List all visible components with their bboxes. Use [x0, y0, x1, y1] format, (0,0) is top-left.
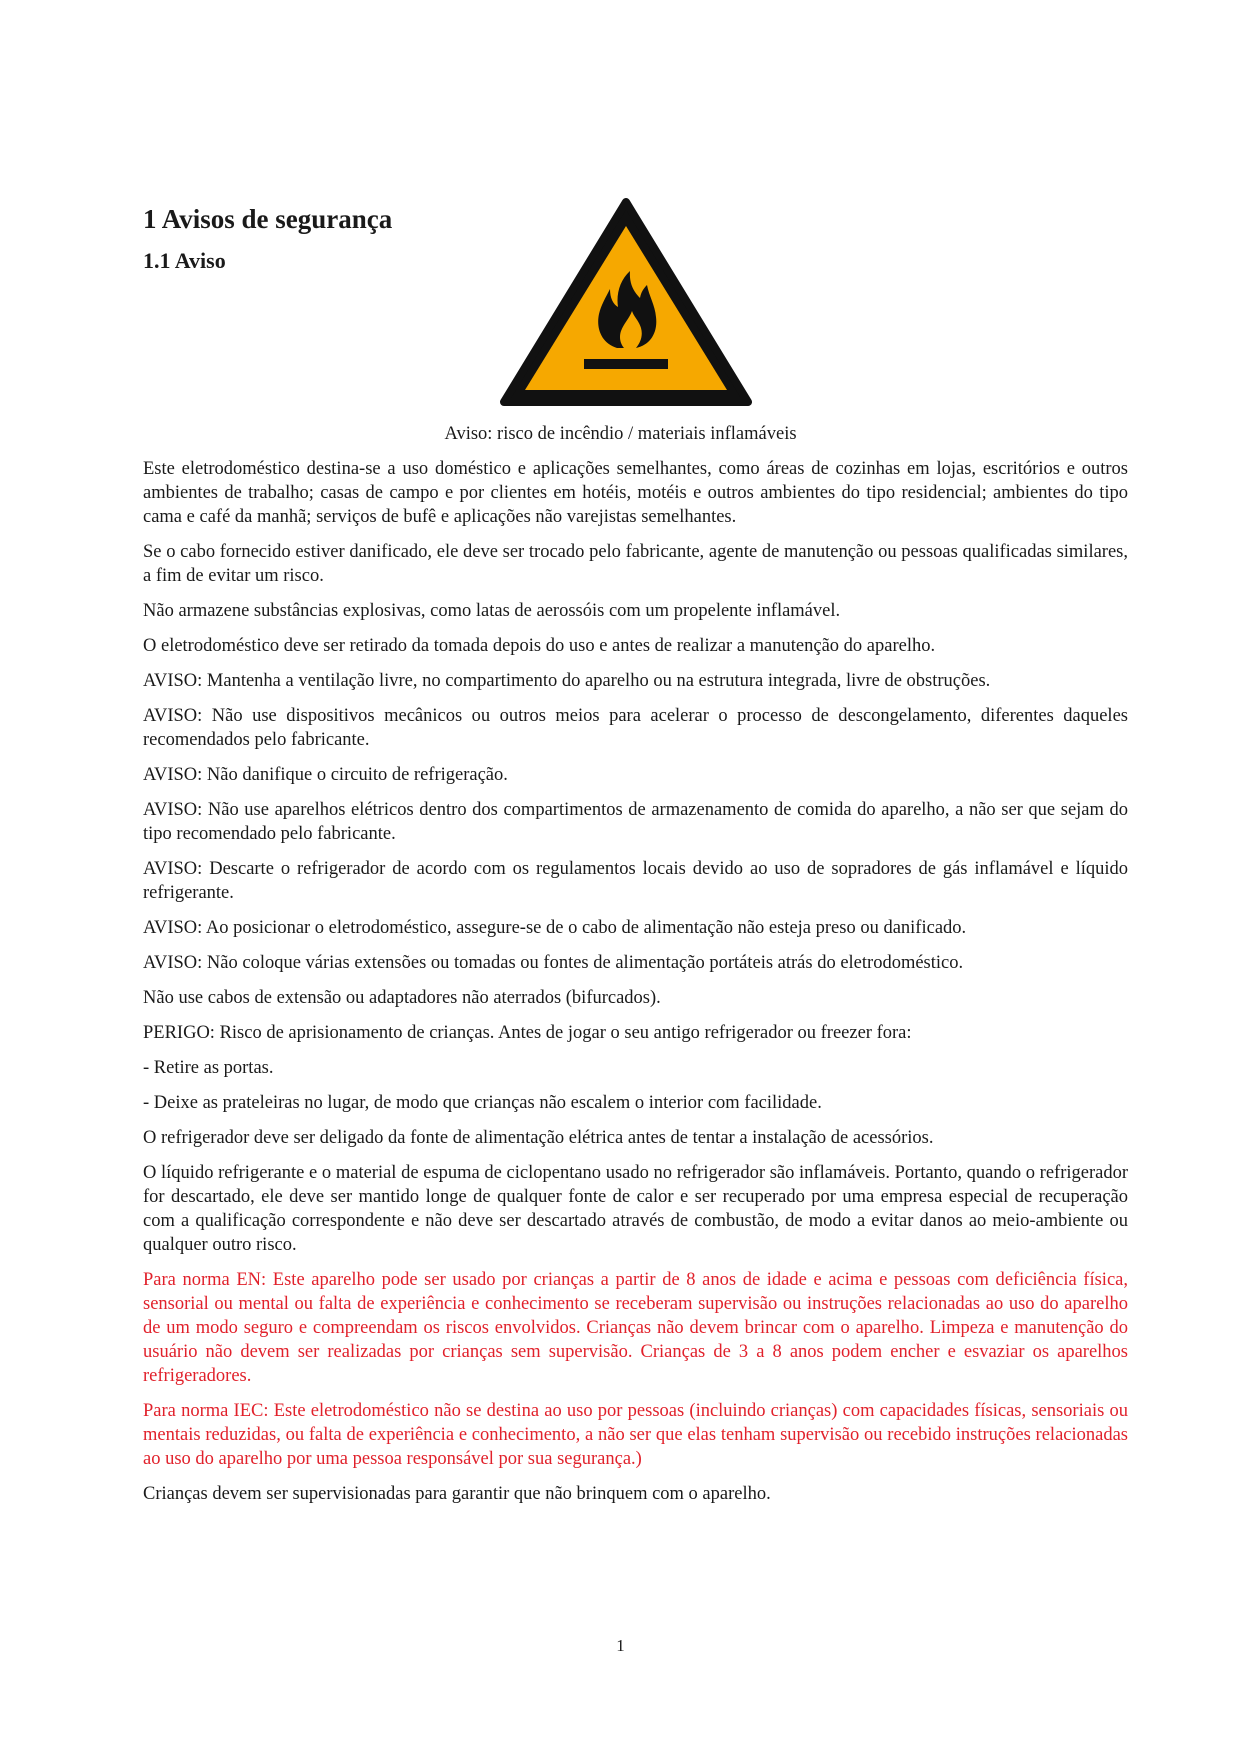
base-line-icon [584, 359, 668, 369]
image-caption: Aviso: risco de incêndio / materiais inflamáveis [444, 424, 797, 444]
paragraph: Não use cabos de extensão ou adaptadores não aterrados (bifurcados). [143, 988, 661, 1008]
paragraph: AVISO: Mantenha a ventilação livre, no compartimento do aparelho ou na estrutura integrada, livre de obstruções. [143, 671, 991, 691]
paragraph: Não armazene substâncias explosivas, como latas de aerossóis com um propelente inflamável. [143, 601, 841, 621]
flammable-warning-icon [498, 196, 754, 408]
paragraph: AVISO: Não use aparelhos elétricos dentro dos compartimentos de armazenamento de comida do aparelho, a não ser que sejam do tipo recomendado pelo fabricante. [143, 800, 1128, 844]
paragraph: PERIGO: Risco de aprisionamento de crianças. Antes de jogar o seu antigo refrigerador ou freezer fora: [143, 1023, 912, 1043]
subsection-heading: 1.1 Aviso [143, 248, 226, 273]
paragraph: AVISO: Não danifique o circuito de refrigeração. [143, 765, 508, 785]
en-standard-paragraph: Para norma EN: Este aparelho pode ser usado por crianças a partir de 8 anos de idade e acima e pessoas com deficiência física, sensorial ou mental ou falta de experiência e conhecimento se receberam supervisão ou instruções relacionadas ao uso do aparelho de um modo seguro e compreendam os riscos envolvidos. Crianças não devem brincar com o aparelho. Limpeza e manutenção do usuário não devem ser realizadas por crianças sem supervisão. Crianças de 3 a 8 anos podem encher e esvaziar os aparelhos refrigeradores. [143, 1270, 1128, 1386]
paragraph: AVISO: Descarte o refrigerador de acordo com os regulamentos locais devido ao uso de sopradores de gás inflamável e líquido refrigerante. [143, 859, 1128, 903]
paragraph: - Deixe as prateleiras no lugar, de modo que crianças não escalem o interior com facilidade. [143, 1093, 822, 1113]
paragraph: - Retire as portas. [143, 1058, 274, 1078]
paragraph: O refrigerador deve ser deligado da fonte de alimentação elétrica antes de tentar a instalação de acessórios. [143, 1128, 934, 1148]
paragraph: AVISO: Não coloque várias extensões ou tomadas ou fontes de alimentação portáteis atrás do eletrodoméstico. [143, 953, 964, 973]
paragraph: Crianças devem ser supervisionadas para garantir que não brinquem com o aparelho. [143, 1484, 771, 1504]
warnings-body [143, 457, 1128, 1517]
page-number: 1 [616, 1636, 625, 1655]
paragraph: Este eletrodoméstico destina-se a uso doméstico e aplicações semelhantes, como áreas de cozinhas em lojas, escritórios e outros ambientes de trabalho; casas de campo e por clientes em hotéis, motéis e outros ambientes do tipo residencial; ambientes do tipo cama e café da manhã; serviços de bufê e aplicações não varejistas semelhantes. [143, 459, 1128, 527]
paragraph: AVISO: Não use dispositivos mecânicos ou outros meios para acelerar o processo de descongelamento, diferentes daqueles recomendados pelo fabricante. [143, 706, 1128, 750]
paragraph: AVISO: Ao posicionar o eletrodoméstico, assegure-se de o cabo de alimentação não esteja preso ou danificado. [143, 918, 967, 938]
paragraph: O líquido refrigerante e o material de espuma de ciclopentano usado no refrigerador são inflamáveis. Portanto, quando o refrigerador for descartado, ele deve ser mantido longe de qualquer fonte de calor e ser recuperado por uma empresa especial de recuperação com a qualificação correspondente e não deve ser descartado através de combustão, de modo a evitar danos ao meio-ambiente ou qualquer outro risco. [143, 1163, 1128, 1255]
paragraph: O eletrodoméstico deve ser retirado da tomada depois do uso e antes de realizar a manutenção do aparelho. [143, 636, 936, 656]
paragraph: Se o cabo fornecido estiver danificado, ele deve ser trocado pelo fabricante, agente de manutenção ou pessoas qualificadas similares, a fim de evitar um risco. [143, 542, 1128, 586]
iec-standard-paragraph: Para norma IEC: Este eletrodoméstico não se destina ao uso por pessoas (incluindo crianças) com capacidades físicas, sensoriais ou mentais reduzidas, ou falta de experiência e conhecimento, a não ser que elas tenham supervisão ou recebido instruções relacionadas ao uso do aparelho por uma pessoa responsável por sua segurança.) [143, 1401, 1128, 1469]
section-heading: 1 Avisos de segurança [143, 204, 393, 234]
